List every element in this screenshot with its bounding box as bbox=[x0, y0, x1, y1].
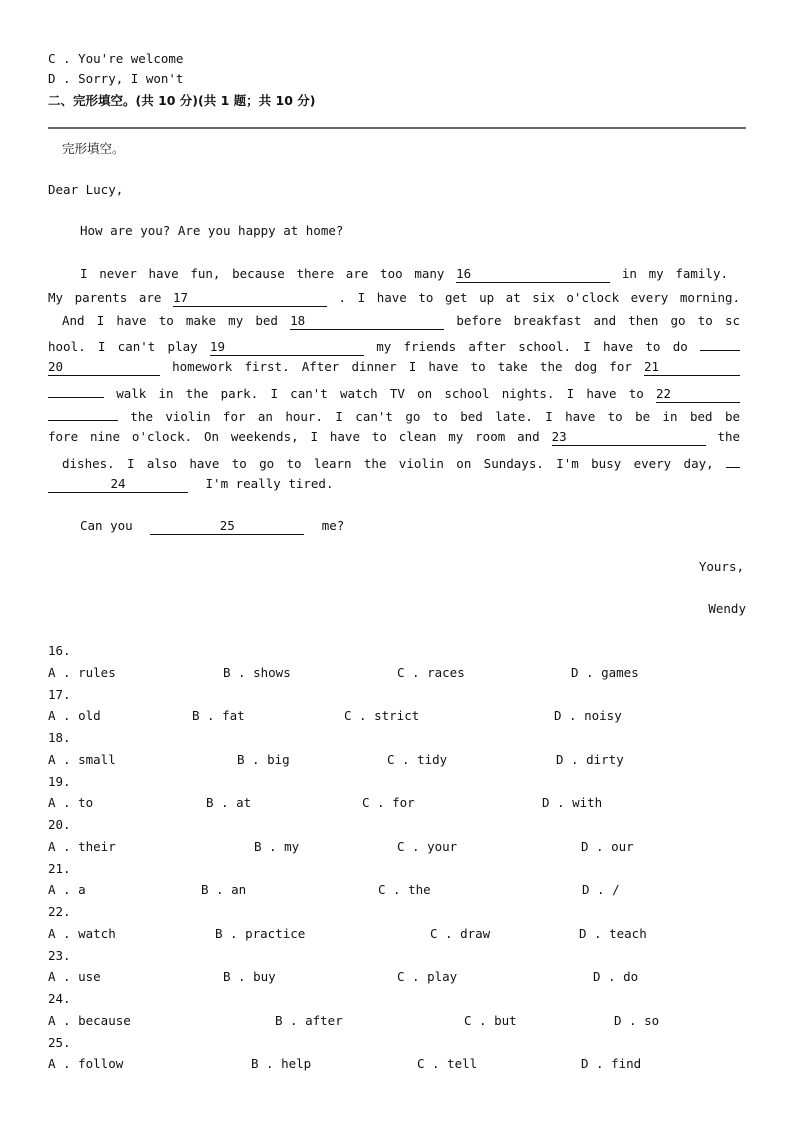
prev-option-c: C . You're welcome bbox=[48, 51, 184, 66]
blank-24-start[interactable] bbox=[726, 451, 740, 468]
passage-line: I never have fun, because there are too many 16 in my family. bbox=[80, 266, 729, 281]
letter-line-1: How are you? Are you happy at home? bbox=[80, 223, 344, 238]
question-number: 23. bbox=[48, 947, 71, 963]
answer-option[interactable]: C . strict bbox=[344, 708, 420, 723]
answer-option[interactable]: B . buy bbox=[223, 969, 276, 984]
option-row bbox=[48, 1013, 748, 1033]
answer-option[interactable]: C . races bbox=[397, 664, 465, 680]
answer-option[interactable]: A . use bbox=[48, 969, 101, 984]
answer-option[interactable]: D . our bbox=[581, 838, 634, 854]
answer-option[interactable]: A . rules bbox=[48, 664, 116, 680]
option-row bbox=[48, 969, 748, 989]
answer-option[interactable]: A . old bbox=[48, 708, 101, 723]
option-row bbox=[48, 795, 748, 815]
option-row bbox=[48, 882, 748, 902]
answer-option[interactable]: C . draw bbox=[430, 925, 491, 941]
answer-option[interactable]: D . games bbox=[571, 664, 639, 680]
blank-23[interactable]: 23 bbox=[552, 429, 706, 446]
question-number: 21. bbox=[48, 860, 71, 876]
answer-option[interactable]: D . with bbox=[542, 795, 603, 810]
answer-option[interactable]: B . my bbox=[254, 838, 300, 854]
blank-19[interactable]: 19 bbox=[210, 339, 364, 356]
question-number: 16. bbox=[48, 643, 71, 658]
blank-24[interactable]: 24 bbox=[48, 476, 188, 493]
blank-21-start[interactable]: 21 bbox=[644, 359, 740, 376]
answer-option[interactable]: D . noisy bbox=[554, 708, 622, 723]
answer-option[interactable]: C . your bbox=[397, 838, 458, 854]
prev-option-d: D . Sorry, I won't bbox=[48, 71, 184, 86]
passage-line: And I have to make my bed 18 before breakfast and then go to sc bbox=[62, 313, 741, 328]
blank-18[interactable]: 18 bbox=[290, 313, 444, 330]
answer-option[interactable]: A . their bbox=[48, 838, 116, 854]
letter-signoff: Yours, bbox=[698, 559, 744, 574]
question-number: 17. bbox=[48, 686, 71, 702]
option-row bbox=[48, 752, 748, 772]
closing-line: Can you 25 me? bbox=[80, 518, 345, 533]
answer-option[interactable]: D . find bbox=[581, 1056, 642, 1071]
passage-line: fore nine o'clock. On weekends, I have to clean my room and 23 the bbox=[48, 429, 741, 444]
answer-option[interactable]: B . an bbox=[201, 882, 247, 897]
passage-instruction: 完形填空。 bbox=[62, 141, 125, 156]
letter-greeting: Dear Lucy, bbox=[48, 182, 124, 197]
answer-option[interactable]: D . do bbox=[593, 969, 639, 984]
section-heading: 二、完形填空。(共 10 分)(共 1 题；共 10 分) bbox=[48, 93, 316, 108]
blank-20-start[interactable] bbox=[700, 334, 740, 351]
section-divider bbox=[48, 127, 746, 129]
answer-option[interactable]: D . dirty bbox=[556, 751, 624, 767]
blank-22-start[interactable]: 22 bbox=[656, 386, 740, 403]
option-row bbox=[48, 926, 748, 946]
answer-option[interactable]: A . a bbox=[48, 882, 86, 897]
answer-option[interactable]: A . to bbox=[48, 795, 94, 810]
answer-option[interactable]: A . small bbox=[48, 751, 116, 767]
answer-option[interactable]: B . shows bbox=[223, 664, 291, 680]
answer-option[interactable]: A . follow bbox=[48, 1056, 124, 1071]
answer-option[interactable]: C . play bbox=[397, 969, 458, 984]
question-number: 20. bbox=[48, 817, 71, 832]
answer-option[interactable]: C . the bbox=[378, 882, 431, 897]
answer-option[interactable]: D . teach bbox=[579, 925, 647, 941]
passage-line: walk in the park. I can't watch TV on school nights. I have to 22 bbox=[48, 381, 740, 401]
answer-option[interactable]: D . / bbox=[582, 882, 620, 897]
answer-option[interactable]: C . tidy bbox=[387, 751, 448, 767]
answer-option[interactable]: B . big bbox=[237, 751, 290, 767]
answer-option[interactable]: C . tell bbox=[417, 1056, 478, 1071]
option-row bbox=[48, 708, 748, 728]
question-number: 25. bbox=[48, 1034, 71, 1050]
passage-line: dishes. I also have to go to learn the violin on Sundays. I'm busy every day, bbox=[62, 451, 740, 471]
question-number: 24. bbox=[48, 991, 71, 1006]
blank-25[interactable]: 25 bbox=[150, 518, 304, 535]
answer-option[interactable]: B . practice bbox=[215, 925, 306, 941]
blank-21-end[interactable] bbox=[48, 381, 104, 398]
letter-signature: Wendy bbox=[708, 601, 746, 616]
blank-20[interactable]: 20 bbox=[48, 359, 160, 376]
passage-line: 20 homework first. After dinner I have to take the dog for 21 bbox=[48, 357, 740, 377]
answer-option[interactable]: A . because bbox=[48, 1012, 131, 1028]
question-number: 19. bbox=[48, 773, 71, 789]
passage-line: 24 I'm really tired. bbox=[48, 474, 333, 494]
answer-option[interactable]: B . help bbox=[251, 1056, 312, 1071]
answer-option[interactable]: C . for bbox=[362, 795, 415, 810]
answer-option[interactable]: D . so bbox=[614, 1012, 660, 1028]
answer-option[interactable]: A . watch bbox=[48, 925, 116, 941]
answer-option[interactable]: B . at bbox=[206, 795, 252, 810]
answer-option[interactable]: B . fat bbox=[192, 708, 245, 723]
answer-option[interactable]: C . but bbox=[464, 1012, 517, 1028]
answer-option[interactable]: B . after bbox=[275, 1012, 343, 1028]
question-number: 18. bbox=[48, 730, 71, 745]
passage-line: My parents are 17 . I have to get up at six o'clock every morning. bbox=[48, 290, 741, 305]
passage-line: hool. I can't play 19 my friends after school. I have to do bbox=[48, 334, 740, 354]
passage-line: the violin for an hour. I can't go to bed late. I have to be in bed be bbox=[48, 404, 740, 424]
blank-17[interactable]: 17 bbox=[173, 290, 327, 307]
option-row bbox=[48, 1056, 748, 1076]
blank-16[interactable]: 16 bbox=[456, 266, 610, 283]
question-number: 22. bbox=[48, 904, 71, 919]
option-row bbox=[48, 665, 748, 685]
blank-22-end[interactable] bbox=[48, 404, 118, 421]
option-row bbox=[48, 839, 748, 859]
